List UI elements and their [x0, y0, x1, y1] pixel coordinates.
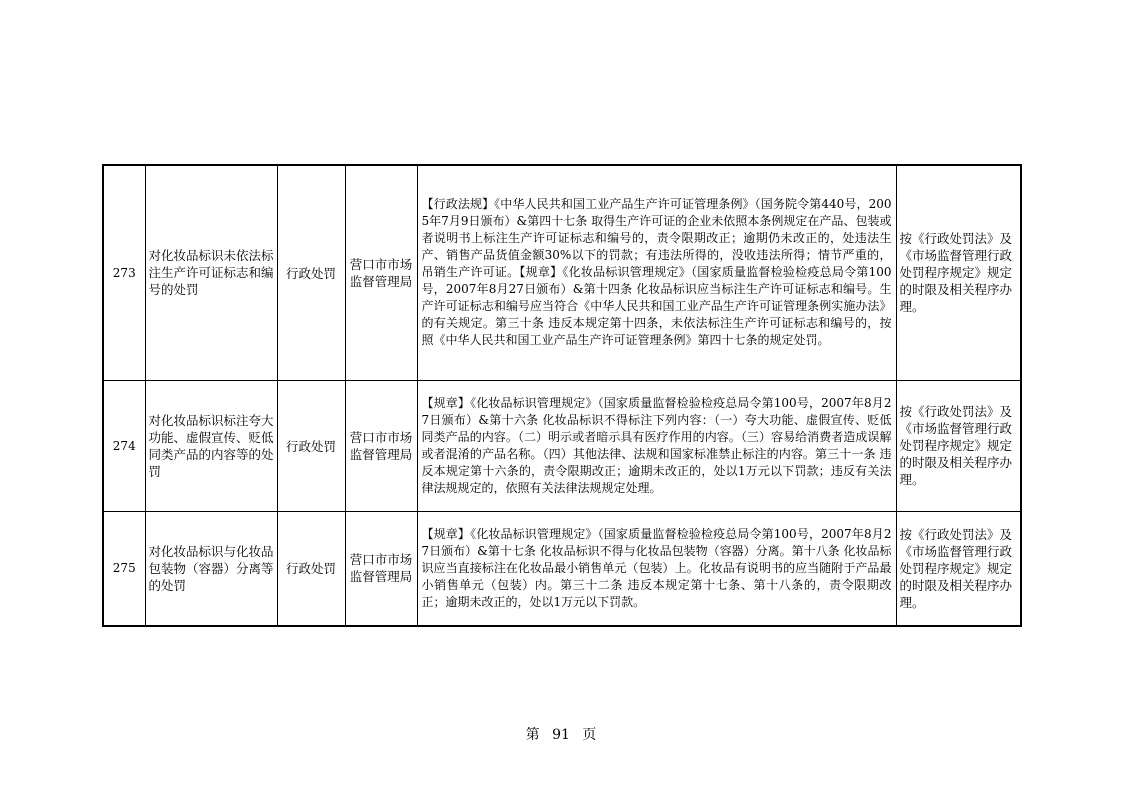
legal-basis: 【规章】《化妆品标识管理规定》（国家质量监督检验检疫总局令第100号，2007年8月27日颁布）&第十七条 化妆品标识不得与化妆品包装物（容器）分离。第十八条 化妆品标识应当直接标注在化妆品最小销售单元（包装）上。化妆品有说明书的应当随附于产品最小销售单元（包装）内。第三十二条 违反本规定第十七条、第十八条的，责令限期改正；逾期未改正的，处以1万元以下罚款。 [417, 511, 896, 626]
row-number: 275 [103, 511, 145, 626]
implementing-agency: 营口市市场监督管理局 [345, 165, 417, 380]
table-row [103, 380, 1021, 511]
legal-basis: 【行政法规】《中华人民共和国工业产品生产许可证管理条例》（国务院令第440号，2005年7月9日颁布）&第四十七条 取得生产许可证的企业未依照本条例规定在产品、包装或者说明书上标注生产许可证标志和编号的，责令限期改正；逾期仍未改正的，处违法生产、销售产品货值金额30%以下的罚款；有违法所得的，没收违法所得；情节严重的，吊销生产许可证。【规章】《化妆品标识管理规定》（国家质量监督检验检疫总局令第100号，2007年8月27日颁布）&第十四条 化妆品标识应当标注生产许可证标志和编号。生产许可证标志和编号应当符合《中华人民共和国工业产品生产许可证管理条例实施办法》的有关规定。第三十条 违反本规定第十四条，未依法标注生产许可证标志和编号的，按照《中华人民共和国工业产品生产许可证管理条例》第四十七条的规定处罚。 [417, 165, 896, 380]
item-type: 行政处罚 [277, 165, 345, 380]
item-name: 对化妆品标识标注夸大功能、虚假宣传、贬低同类产品的内容等的处罚 [145, 380, 277, 511]
procedure: 按《行政处罚法》及《市场监督管理行政处罚程序规定》规定的时限及相关程序办理。 [896, 165, 1021, 380]
row-number: 274 [103, 380, 145, 511]
item-type: 行政处罚 [277, 511, 345, 626]
procedure: 按《行政处罚法》及《市场监督管理行政处罚程序规定》规定的时限及相关程序办理。 [896, 511, 1021, 626]
penalty-table [102, 164, 1022, 627]
page-number: 91 [552, 727, 570, 743]
procedure: 按《行政处罚法》及《市场监督管理行政处罚程序规定》规定的时限及相关程序办理。 [896, 380, 1021, 511]
implementing-agency: 营口市市场监督管理局 [345, 380, 417, 511]
page-suffix: 页 [582, 727, 597, 743]
implementing-agency: 营口市市场监督管理局 [345, 511, 417, 626]
page-prefix: 第 [525, 727, 540, 743]
page-number-footer [0, 724, 1122, 744]
item-name: 对化妆品标识未依法标注生产许可证标志和编号的处罚 [145, 165, 277, 380]
item-name: 对化妆品标识与化妆品包装物（容器）分离等的处罚 [145, 511, 277, 626]
table-row [103, 511, 1021, 626]
legal-basis: 【规章】《化妆品标识管理规定》（国家质量监督检验检疫总局令第100号，2007年8月27日颁布）&第十六条 化妆品标识不得标注下列内容：（一）夸大功能、虚假宣传、贬低同类产品的内容。（二）明示或者暗示具有医疗作用的内容。（三）容易给消费者造成误解或者混淆的产品名称。（四）其他法律、法规和国家标准禁止标注的内容。第三十一条 违反本规定第十六条的，责令限期改正；逾期未改正的，处以1万元以下罚款；违反有关法律法规规定的，依照有关法律法规规定处理。 [417, 380, 896, 511]
item-type: 行政处罚 [277, 380, 345, 511]
table-row [103, 165, 1021, 380]
row-number: 273 [103, 165, 145, 380]
